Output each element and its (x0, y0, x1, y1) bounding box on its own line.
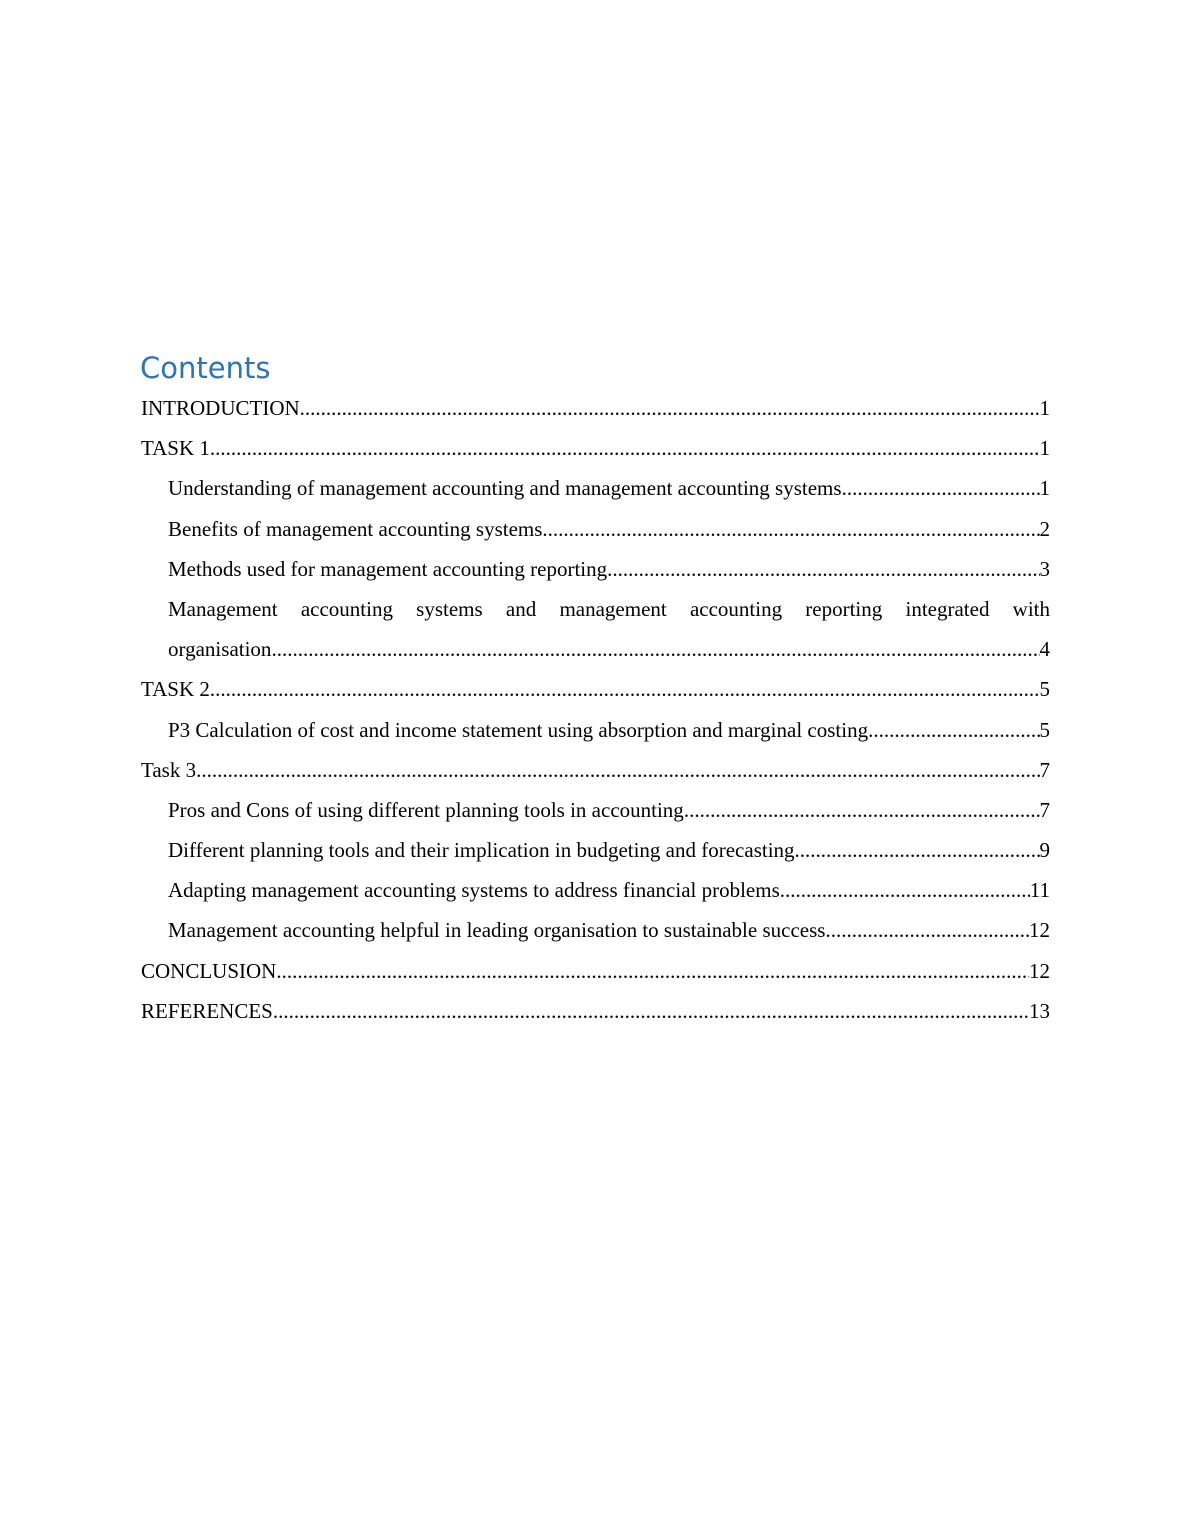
dot-leader (825, 910, 1029, 950)
toc-title: Contents (140, 351, 271, 385)
dot-leader (780, 870, 1030, 910)
toc-entry-benefits[interactable] (141, 509, 1050, 549)
table-of-contents (141, 348, 1050, 1031)
toc-entry-integrated[interactable] (141, 589, 1050, 669)
dot-leader (196, 750, 1039, 790)
toc-entry-text: Task 3 (141, 757, 197, 782)
toc-entry-text: Methods used for management accounting reporting (168, 556, 608, 581)
dot-leader (273, 991, 1029, 1031)
dot-leader (795, 830, 1040, 870)
toc-entry-text: CONCLUSION (141, 958, 277, 983)
toc-entry-text: INTRODUCTION (141, 396, 300, 420)
dot-leader (607, 549, 1039, 589)
toc-entry-introduction[interactable] (141, 388, 1050, 428)
toc-entry-task-2[interactable] (141, 669, 1050, 709)
toc-entry-page: 11 (1029, 878, 1050, 903)
toc-entry-text: Benefits of management accounting systems (168, 516, 543, 541)
toc-entry-sustainable-success[interactable] (141, 910, 1050, 950)
dot-leader (210, 669, 1040, 709)
toc-entry-page: 1 (1039, 436, 1050, 461)
dot-leader (542, 509, 1039, 549)
toc-entry-text: Adapting management accounting systems to address financial problems (168, 878, 780, 903)
dot-leader (868, 710, 1039, 750)
toc-entry-p3-calculation[interactable] (141, 710, 1050, 750)
toc-entry-task-3[interactable] (141, 750, 1050, 790)
toc-entry-text: TASK 1 (141, 436, 210, 461)
toc-entry-page: 12 (1029, 918, 1050, 943)
toc-entry-methods[interactable] (141, 549, 1050, 589)
dot-leader (300, 388, 1040, 428)
dot-leader (210, 428, 1040, 468)
toc-list (141, 388, 1050, 1031)
toc-entry-page: 7 (1039, 797, 1050, 822)
toc-entry-page: 4 (1039, 637, 1050, 662)
toc-entry-text: REFERENCES (141, 998, 273, 1023)
dot-leader (684, 790, 1040, 830)
toc-entry-text-line1: Management accounting systems and management accounting reporting integrated with (168, 596, 1050, 621)
toc-entry-text: Different planning tools and their implication in budgeting and forecasting (168, 838, 795, 863)
toc-entry-text: TASK 2 (141, 677, 210, 702)
toc-entry-references[interactable] (141, 991, 1050, 1031)
toc-entry-page: 7 (1039, 757, 1050, 782)
toc-entry-page: 13 (1029, 998, 1050, 1023)
toc-entry-page: 2 (1039, 516, 1050, 541)
toc-entry-page: 9 (1039, 838, 1050, 863)
toc-entry-text-line2: organisation (168, 637, 272, 662)
dot-leader (271, 629, 1039, 669)
toc-entry-text: P3 Calculation of cost and income statement using absorption and marginal costing (168, 717, 869, 742)
toc-entry-page: 5 (1039, 677, 1050, 702)
toc-entry-text: Understanding of management accounting and management accounting systems (168, 476, 842, 501)
toc-entry-understanding[interactable] (141, 468, 1050, 508)
toc-entry-page: 1 (1039, 396, 1050, 420)
toc-entry-conclusion[interactable] (141, 951, 1050, 991)
toc-entry-page: 12 (1029, 958, 1050, 983)
toc-entry-pros-cons[interactable] (141, 790, 1050, 830)
toc-entry-text: Pros and Cons of using different planning tools in accounting (168, 797, 684, 822)
toc-entry-planning-tools[interactable] (141, 830, 1050, 870)
toc-entry-text: Management accounting helpful in leading organisation to sustainable success (168, 918, 826, 943)
dot-leader (842, 468, 1040, 508)
toc-entry-page: 5 (1039, 717, 1050, 742)
toc-entry-page: 3 (1039, 556, 1050, 581)
toc-entry-adapting[interactable] (141, 870, 1050, 910)
toc-entry-line2 (168, 629, 1050, 669)
toc-entry-task-1[interactable] (141, 428, 1050, 468)
dot-leader (276, 951, 1029, 991)
toc-entry-page: 1 (1039, 476, 1050, 501)
